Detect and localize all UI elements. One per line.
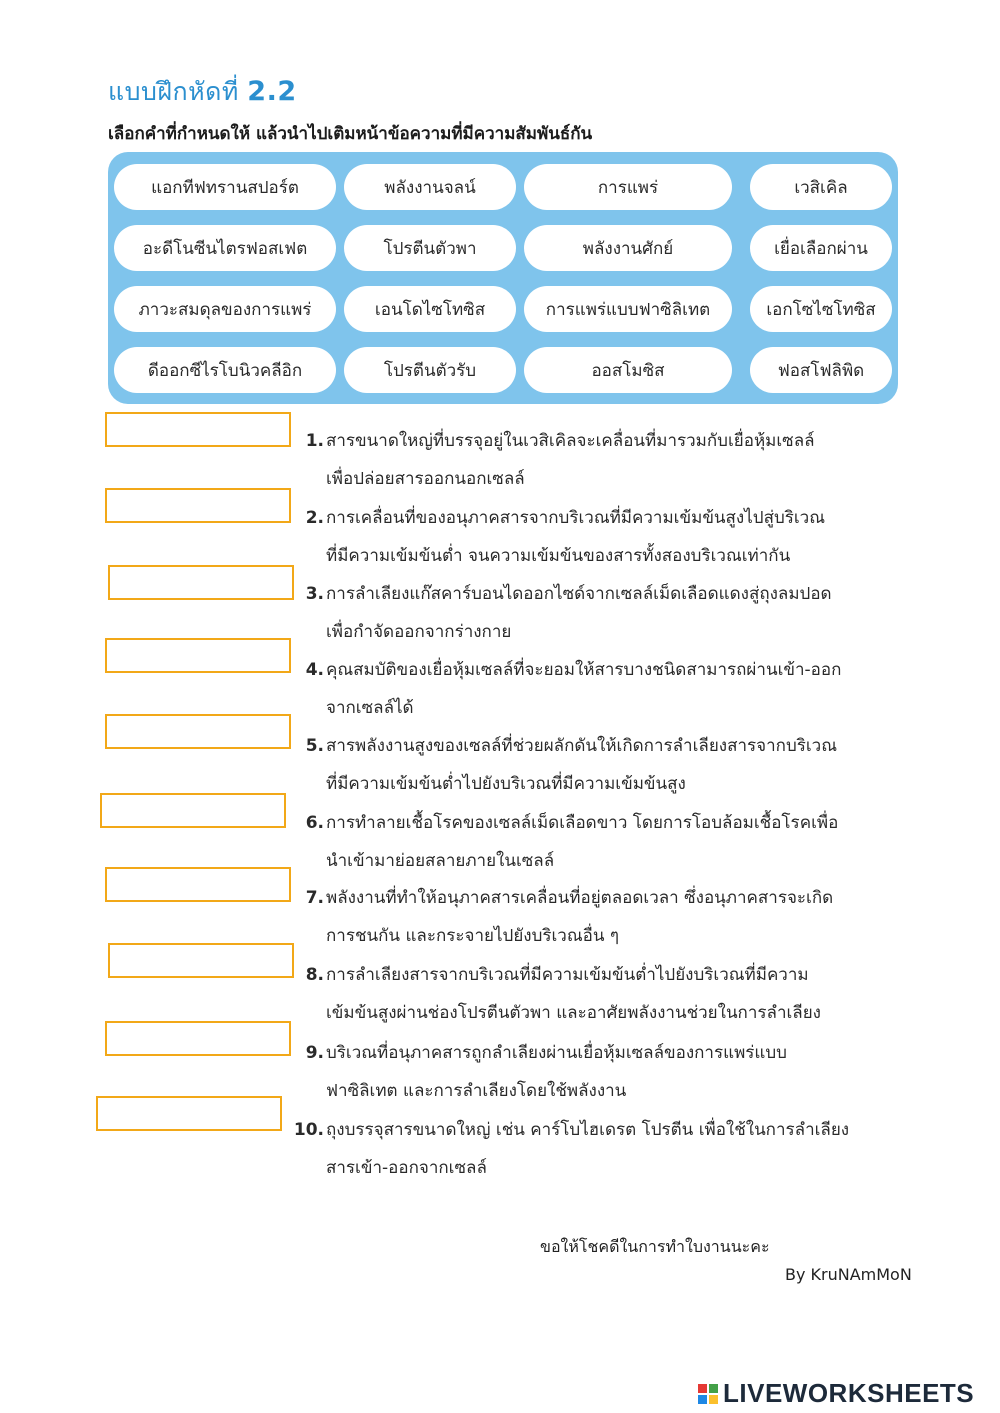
brand-name: LIVEWORKSHEETS bbox=[723, 1378, 975, 1408]
question-text-line2: นำเข้ามาย่อยสลายภายในเซลล์ bbox=[326, 851, 555, 871]
word-chip: ฟอสโฟลิพิด bbox=[750, 347, 892, 393]
question-text-line1: พลังงานที่ทำให้อนุภาคสารเคลื่อนที่อยู่ตลอดเวลา ซึ่งอนุภาคสารจะเกิด bbox=[326, 888, 834, 908]
question-text-line1: บริเวณที่อนุภาคสารถูกลำเลียงผ่านเยื่อหุ้มเซลล์ของการแพร่แบบ bbox=[326, 1043, 787, 1063]
question-text-line2: เข้มข้นสูงผ่านช่องโปรตีนตัวพา และอาศัยพลังงานช่วยในการลำเลียง bbox=[326, 1003, 821, 1023]
question-text-line1: สารขนาดใหญ่ที่บรรจุอยู่ในเวสิเคิลจะเคลื่อนที่มารวมกับเยื่อหุ้มเซลล์ bbox=[326, 431, 815, 451]
question-number: 8. bbox=[305, 965, 324, 985]
question-number: 5. bbox=[305, 736, 324, 756]
question-number: 7. bbox=[305, 888, 324, 908]
liveworksheets-brand[interactable] bbox=[698, 1378, 974, 1409]
answer-input-5[interactable] bbox=[107, 716, 289, 747]
answer-box-9[interactable] bbox=[105, 1021, 291, 1056]
answer-input-3[interactable] bbox=[110, 567, 292, 598]
question-text-line2: ฟาซิลิเทต และการลำเลียงโดยใช้พลังงาน bbox=[326, 1081, 627, 1101]
question-text-line1: สารพลังงานสูงของเซลล์ที่ช่วยผลักดันให้เกิดการลำเลียงสารจากบริเวณ bbox=[326, 736, 837, 756]
question-text-line2: ที่มีความเข้มข้นต่ำ จนความเข้มข้นของสารทั้งสองบริเวณเท่ากัน bbox=[326, 546, 791, 566]
question-number: 3. bbox=[305, 584, 324, 604]
word-chip: โปรตีนตัวรับ bbox=[344, 347, 516, 393]
answer-input-1[interactable] bbox=[107, 414, 289, 445]
word-chip: เวสิเคิล bbox=[750, 164, 892, 210]
word-chip: แอกทีฟทรานสปอร์ต bbox=[114, 164, 336, 210]
question-text-line1: การลำเลียงสารจากบริเวณที่มีความเข้มข้นต่ำไปยังบริเวณที่มีความ bbox=[326, 965, 809, 985]
question-1 bbox=[290, 422, 902, 498]
good-luck-message: ขอให้โชคดีในการทำใบงานนะคะ bbox=[540, 1237, 770, 1256]
question-text-line1: การเคลื่อนที่ของอนุภาคสารจากบริเวณที่มีความเข้มข้นสูงไปสู่บริเวณ bbox=[326, 508, 826, 528]
answer-box-6[interactable] bbox=[100, 793, 286, 828]
word-chip: ออสโมซิส bbox=[524, 347, 732, 393]
answer-box-2[interactable] bbox=[105, 488, 291, 523]
question-text-line2: จากเซลล์ได้ bbox=[326, 698, 414, 718]
question-2 bbox=[290, 499, 902, 575]
instruction-text: เลือกคำที่กำหนดให้ แล้วนำไปเติมหน้าข้อความที่มีความสัมพันธ์กัน bbox=[108, 124, 593, 144]
answer-box-4[interactable] bbox=[105, 638, 291, 673]
word-chip: ภาวะสมดุลของการแพร่ bbox=[114, 286, 336, 332]
page-title bbox=[108, 72, 297, 112]
answer-box-8[interactable] bbox=[108, 943, 294, 978]
question-text-line2: เพื่อกำจัดออกจากร่างกาย bbox=[326, 622, 512, 642]
question-3 bbox=[290, 575, 902, 651]
question-6 bbox=[290, 804, 902, 880]
question-10 bbox=[290, 1111, 902, 1187]
word-chip: พลังงานจลน์ bbox=[344, 164, 516, 210]
answer-input-7[interactable] bbox=[107, 869, 289, 900]
word-chip: เอนโดไซโทซิส bbox=[344, 286, 516, 332]
page-title-number: 2.2 bbox=[247, 76, 297, 107]
answer-box-5[interactable] bbox=[105, 714, 291, 749]
author-byline: By KruNAmMoN bbox=[785, 1265, 912, 1284]
answer-box-7[interactable] bbox=[105, 867, 291, 902]
liveworksheets-logo-icon bbox=[698, 1384, 718, 1404]
question-4 bbox=[290, 651, 902, 727]
question-text-line1: ถุงบรรจุสารขนาดใหญ่ เช่น คาร์โบไฮเดรต โปรตีน เพื่อใช้ในการลำเลียง bbox=[326, 1120, 850, 1140]
question-text-line1: คุณสมบัติของเยื่อหุ้มเซลล์ที่จะยอมให้สารบางชนิดสามารถผ่านเข้า-ออก bbox=[326, 660, 842, 680]
question-7 bbox=[290, 879, 902, 955]
question-number: 1. bbox=[305, 431, 324, 451]
answer-input-9[interactable] bbox=[107, 1023, 289, 1054]
page-title-text: แบบฝึกหัดที่ bbox=[108, 77, 239, 106]
question-number: 10. bbox=[293, 1120, 324, 1140]
question-text-line2: สารเข้า-ออกจากเซลล์ bbox=[326, 1158, 487, 1178]
word-chip: อะดีโนซีนไตรฟอสเฟต bbox=[114, 225, 336, 271]
question-text-line2: เพื่อปล่อยสารออกนอกเซลล์ bbox=[326, 469, 525, 489]
question-5 bbox=[290, 727, 902, 803]
answer-input-8[interactable] bbox=[110, 945, 292, 976]
word-chip: พลังงานศักย์ bbox=[524, 225, 732, 271]
question-8 bbox=[290, 956, 902, 1032]
answer-input-6[interactable] bbox=[102, 795, 284, 826]
question-text-line2: ที่มีความเข้มข้นต่ำไปยังบริเวณที่มีความเข้มข้นสูง bbox=[326, 774, 686, 794]
question-text-line2: การชนกัน และกระจายไปยังบริเวณอื่น ๆ bbox=[326, 926, 619, 946]
word-chip: เยื่อเลือกผ่าน bbox=[750, 225, 892, 271]
question-number: 4. bbox=[305, 660, 324, 680]
answer-box-3[interactable] bbox=[108, 565, 294, 600]
question-number: 6. bbox=[305, 813, 324, 833]
word-chip: การแพร่แบบฟาซิลิเทต bbox=[524, 286, 732, 332]
question-9 bbox=[290, 1034, 902, 1110]
question-number: 2. bbox=[305, 508, 324, 528]
answer-input-4[interactable] bbox=[107, 640, 289, 671]
answer-input-10[interactable] bbox=[98, 1098, 280, 1129]
question-text-line1: การทำลายเชื้อโรคของเซลล์เม็ดเลือดขาว โดยการโอบล้อมเชื้อโรคเพื่อ bbox=[326, 813, 839, 833]
question-text-line1: การลำเลียงแก๊สคาร์บอนไดออกไซด์จากเซลล์เม็ดเลือดแดงสู่ถุงลมปอด bbox=[326, 584, 832, 604]
word-bank bbox=[108, 152, 898, 404]
word-chip: ดีออกซีไรโบนิวคลีอิก bbox=[114, 347, 336, 393]
answer-box-1[interactable] bbox=[105, 412, 291, 447]
word-chip: การแพร่ bbox=[524, 164, 732, 210]
answer-box-10[interactable] bbox=[96, 1096, 282, 1131]
word-chip: เอกโซไซโทซิส bbox=[750, 286, 892, 332]
word-chip: โปรตีนตัวพา bbox=[344, 225, 516, 271]
answer-input-2[interactable] bbox=[107, 490, 289, 521]
question-number: 9. bbox=[305, 1043, 324, 1063]
